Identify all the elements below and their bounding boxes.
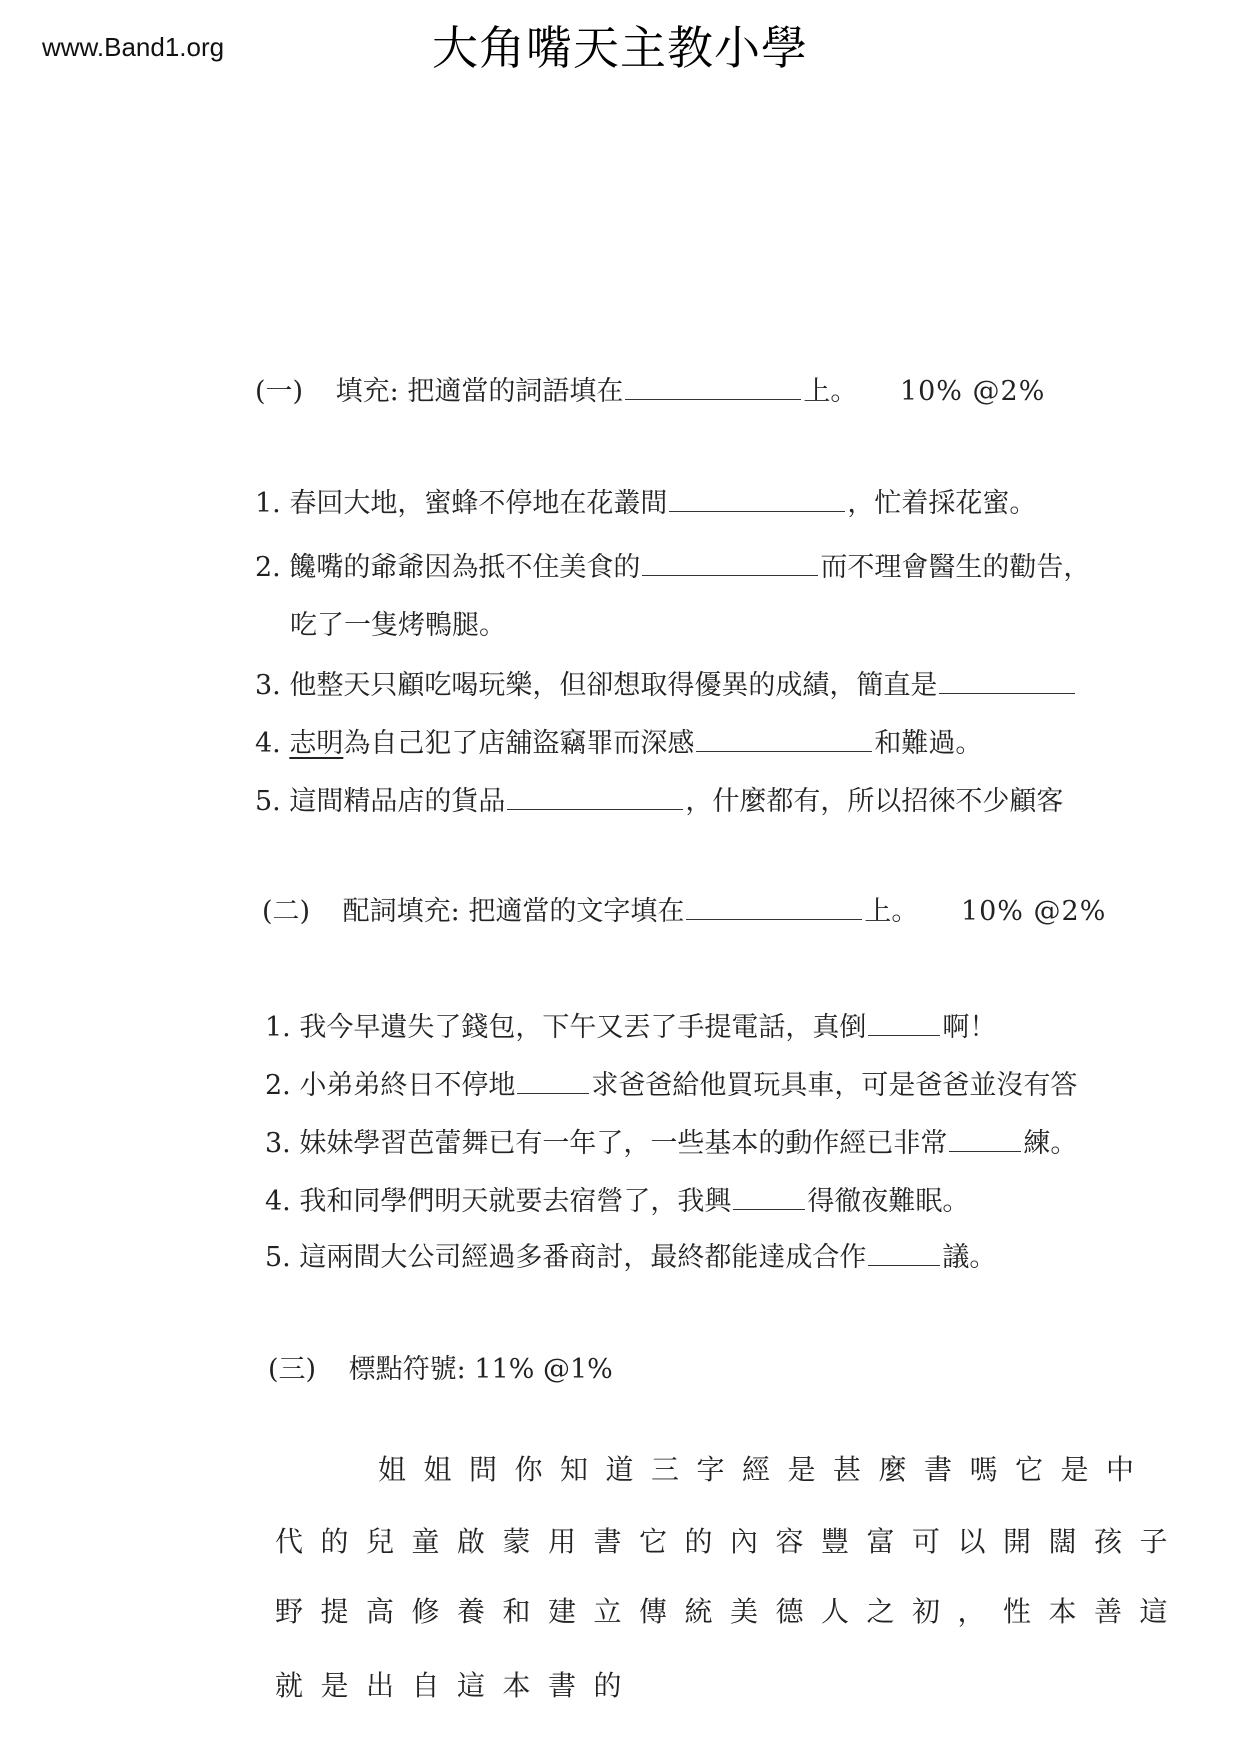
s2-item-4-text: 4. 我和同學們明天就要去宿營了，我興 <box>265 1186 732 1217</box>
section2-instruction-end: 上。 <box>864 896 919 927</box>
s2-item-3 <box>265 1126 1077 1162</box>
section3-label: (三) <box>268 1354 317 1385</box>
s2-item-2 <box>265 1068 1077 1104</box>
answer-blank[interactable] <box>939 669 1075 694</box>
answer-blank[interactable] <box>507 785 683 810</box>
section3-heading <box>268 1352 613 1388</box>
answer-blank[interactable] <box>733 1185 805 1210</box>
answer-blank[interactable] <box>868 1241 940 1266</box>
passage-line-2: 代的兒童啟蒙用書它的內容豐富可以開闊孩子 <box>275 1525 1186 1558</box>
section2-score: 10% @2% <box>960 896 1107 927</box>
answer-blank[interactable] <box>949 1127 1021 1152</box>
s1-item-5-text: 5. 這間精品店的貨品 <box>255 786 506 817</box>
section3-instruction: 標點符號: 11% @1% <box>348 1354 613 1385</box>
section2-instruction: 配詞填充: 把適當的文字填在 <box>342 896 685 927</box>
answer-blank[interactable] <box>696 727 872 752</box>
answer-blank[interactable] <box>669 487 845 512</box>
s2-item-5-text: 5. 這兩間大公司經過多番商討，最終都能達成合作 <box>265 1242 867 1273</box>
s1-item-5 <box>255 784 1063 820</box>
s1-item-3 <box>255 668 1077 704</box>
s1-item-1-end: ，忙着採花蜜。 <box>847 488 1037 519</box>
passage-line-3: 野提高修養和建立傳統美德人之初，性本善這 <box>275 1595 1186 1628</box>
answer-blank[interactable] <box>517 1069 589 1094</box>
s2-item-2-end: 求爸爸給他買玩具車，可是爸爸並沒有答 <box>591 1070 1078 1101</box>
s2-item-5 <box>265 1240 996 1276</box>
s2-item-4-end: 得徹夜難眠。 <box>807 1186 970 1217</box>
s1-item-2-text: 2. 饞嘴的爺爺因為抵不住美食的 <box>255 552 641 583</box>
section1-score: 10% @2% <box>899 376 1046 407</box>
s1-item-2-continuation: 吃了一隻烤鴨腿。 <box>290 610 506 641</box>
s2-item-3-end: 練。 <box>1023 1128 1078 1159</box>
page-title: 大角嘴天主教小學 <box>432 21 808 75</box>
answer-blank[interactable] <box>642 551 818 576</box>
s1-item-4-text: 為自己犯了店舖盜竊罪而深感 <box>343 728 695 759</box>
s1-item-2 <box>255 550 1090 586</box>
example-blank <box>625 375 801 400</box>
s2-item-3-text: 3. 妹妹學習芭蕾舞已有一年了，一些基本的動作經已非常 <box>265 1128 948 1159</box>
section2-heading <box>262 894 1106 930</box>
section1-heading <box>255 374 1045 410</box>
s1-item-5-end: ，什麼都有，所以招徠不少顧客 <box>685 786 1064 817</box>
s1-item-1 <box>255 486 1036 522</box>
s1-item-1-text: 1. 春回大地，蜜蜂不停地在花叢間 <box>255 488 668 519</box>
site-url: www.Band1.org <box>42 32 225 62</box>
passage-line-4: 就是出自這本書的 <box>275 1669 640 1702</box>
s1-item-4-end: 和難過。 <box>874 728 983 759</box>
example-blank <box>686 895 862 920</box>
s2-item-1-end: 啊！ <box>942 1012 997 1043</box>
s2-item-5-end: 議。 <box>942 1242 997 1273</box>
s2-item-2-text: 2. 小弟弟終日不停地 <box>265 1070 516 1101</box>
answer-blank[interactable] <box>868 1011 940 1036</box>
passage-line-1: 姐姐問你知道三字經是甚麼書嗎它是中 <box>378 1453 1152 1486</box>
section1-instruction-end: 上。 <box>803 376 858 407</box>
student-name: 志明 <box>289 728 344 759</box>
s1-item-2-cont <box>290 608 506 644</box>
s2-item-4 <box>265 1184 969 1220</box>
s2-item-1-text: 1. 我今早遺失了錢包，下午又丟了手提電話，真倒 <box>265 1012 867 1043</box>
s1-item-2-end: 而不理會醫生的勸告， <box>820 552 1091 583</box>
section2-label: (二) <box>262 896 311 927</box>
s1-item-4 <box>255 726 982 762</box>
section1-instruction: 填充: 把適當的詞語填在 <box>335 376 624 407</box>
s1-item-3-text: 3. 他整天只顧吃喝玩樂，但卻想取得優異的成績，簡直是 <box>255 670 938 701</box>
s2-item-1 <box>265 1010 996 1046</box>
s1-item-4-num: 4. <box>255 728 290 759</box>
section1-label: (一) <box>255 376 304 407</box>
